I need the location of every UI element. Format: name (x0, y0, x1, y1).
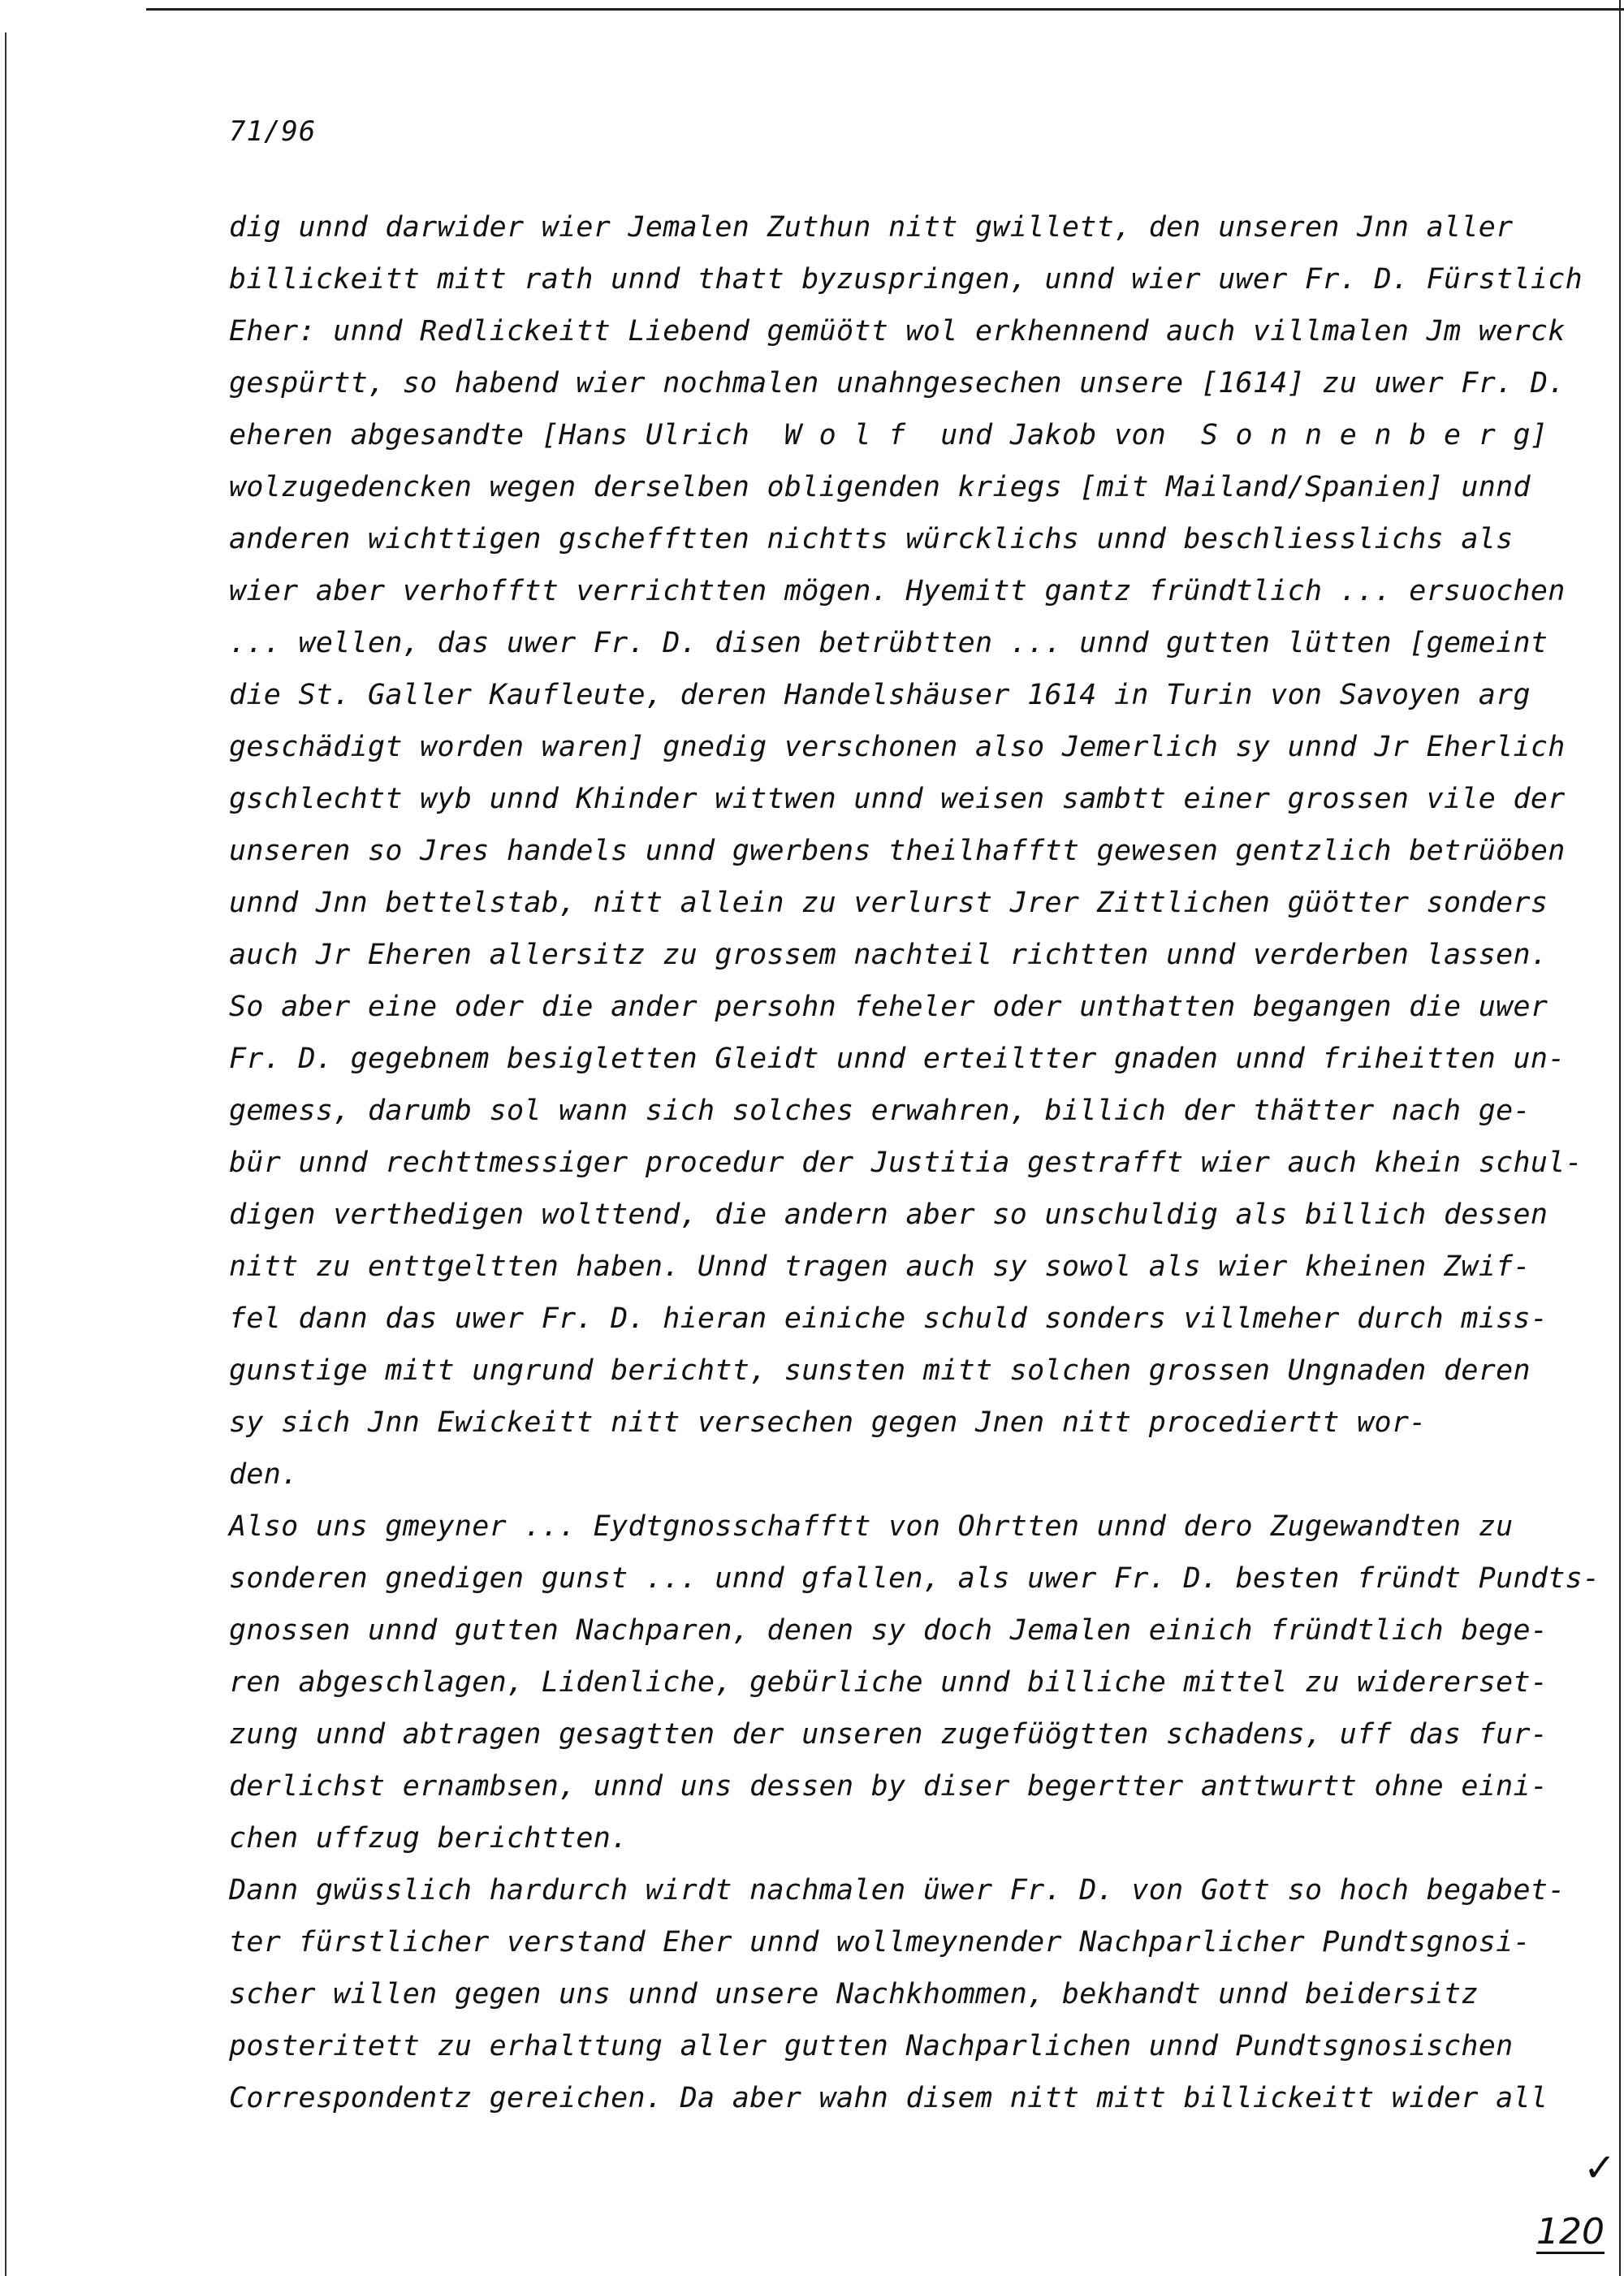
text-line: ter fürstlicher verstand Eher unnd wollmeynender Nachparlicher Pundtsgnosi- (229, 1926, 1531, 1959)
text-line: wier aber verhofftt verrichtten mögen. Hyemitt gantz fründtlich ... ersuochen (229, 575, 1566, 607)
text-line: unseren so Jres handels unnd gwerbens theilhafftt gewesen gentzlich betrüöben (229, 835, 1566, 867)
text-line: anderen wichttigen gschefftten nichtts würcklichs unnd beschliesslichs als (229, 523, 1514, 555)
text-line: ... wellen, das uwer Fr. D. disen betrübtten ... unnd gutten lütten [gemeint (229, 627, 1548, 659)
text-line: auch Jr Eheren allersitz zu grossem nachteil richtten unnd verderben lassen. (229, 939, 1548, 971)
top-edge-line (146, 8, 1624, 11)
text-line: posteritett zu erhalttung aller gutten Nachparlichen unnd Pundtsgnosischen (229, 2030, 1514, 2062)
text-line: zung unnd abtragen gesagtten der unseren zugefüögtten schadens, uff das fur- (229, 1718, 1548, 1751)
text-line: Also uns gmeyner ... Eydtgnosschafftt von Ohrtten unnd dero Zugewandten zu (229, 1510, 1514, 1543)
text-line: sy sich Jnn Ewickeitt nitt versechen gegen Jnen nitt procediertt wor- (229, 1406, 1427, 1439)
text-line: digen verthedigen wolttend, die andern aber so unschuldig als billich dessen (229, 1198, 1548, 1231)
text-line: Correspondentz gereichen. Da aber wahn disem nitt mitt billickeitt wider all (229, 2082, 1548, 2114)
text-line: unnd Jnn bettelstab, nitt allein zu verlurst Jrer Zittlichen güötter sonders (229, 887, 1548, 919)
text-line: gespürtt, so habend wier nochmalen unahngesechen unsere [1614] zu uwer Fr. D. (229, 367, 1566, 399)
right-edge-line (1619, 0, 1621, 2276)
text-line: Dann gwüsslich hardurch wirdt nachmalen üwer Fr. D. von Gott so hoch begabet- (229, 1874, 1566, 1907)
text-line: Fr. D. gegebnem besigletten Gleidt unnd erteiltter gnaden unnd friheitten un- (229, 1043, 1566, 1075)
page-reference: 71/96 (229, 115, 317, 148)
text-line: chen uffzug berichtten. (229, 1822, 628, 1855)
text-line: bür unnd rechttmessiger procedur der Justitia gestrafft wier auch khein schul- (229, 1147, 1583, 1179)
text-line: den. (229, 1458, 299, 1491)
text-line: geschädigt worden waren] gnedig verschonen also Jemerlich sy unnd Jr Eherlich (229, 731, 1566, 763)
text-line: eheren abgesandte [Hans Ulrich W o l f und Jakob von S o n n e n b e r g] (229, 419, 1548, 451)
text-line: derlichst ernambsen, unnd uns dessen by diser begertter anttwurtt ohne eini- (229, 1770, 1548, 1803)
text-line: billickeitt mitt rath unnd thatt byzuspringen, unnd wier uwer Fr. D. Fürstlich (229, 263, 1583, 296)
text-line: scher willen gegen uns unnd unsere Nachkhommen, bekhandt unnd beidersitz (229, 1978, 1479, 2010)
text-line: So aber eine oder die ander persohn feheler oder unthatten begangen die uwer (229, 991, 1548, 1023)
left-edge-line (5, 32, 6, 2276)
text-line: gschlechtt wyb unnd Khinder wittwen unnd weisen sambtt einer grossen vile der (229, 783, 1566, 815)
text-line: wolzugedencken wegen derselben obligenden kriegs [mit Mailand/Spanien] unnd (229, 471, 1531, 503)
text-line: fel dann das uwer Fr. D. hieran einiche schuld sonders villmeher durch miss- (229, 1302, 1548, 1335)
text-line: die St. Galler Kaufleute, deren Handelshäuser 1614 in Turin von Savoyen arg (229, 679, 1531, 711)
text-line: gunstige mitt ungrund berichtt, sunsten mitt solchen grossen Ungnaden deren (229, 1354, 1531, 1387)
text-line: ren abgeschlagen, Lidenliche, gebürliche unnd billiche mittel zu widererset- (229, 1666, 1548, 1699)
check-mark-icon: ✓ (1583, 2145, 1617, 2191)
folio-number: 120 (1536, 2211, 1605, 2252)
text-line: nitt zu enttgeltten haben. Unnd tragen auch sy sowol als wier kheinen Zwif- (229, 1250, 1531, 1283)
text-line: Eher: unnd Redlickeitt Liebend gemüött wol erkhennend auch villmalen Jm werck (229, 315, 1566, 348)
body-text (229, 201, 1600, 2124)
text-line: sonderen gnedigen gunst ... unnd gfallen, als uwer Fr. D. besten fründt Pundts- (229, 1562, 1600, 1595)
text-line: gemess, darumb sol wann sich solches erwahren, billich der thätter nach ge- (229, 1095, 1531, 1127)
text-line: dig unnd darwider wier Jemalen Zuthun nitt gwillett, den unseren Jnn aller (229, 211, 1514, 244)
text-line: gnossen unnd gutten Nachparen, denen sy doch Jemalen einich fründtlich bege- (229, 1614, 1548, 1647)
